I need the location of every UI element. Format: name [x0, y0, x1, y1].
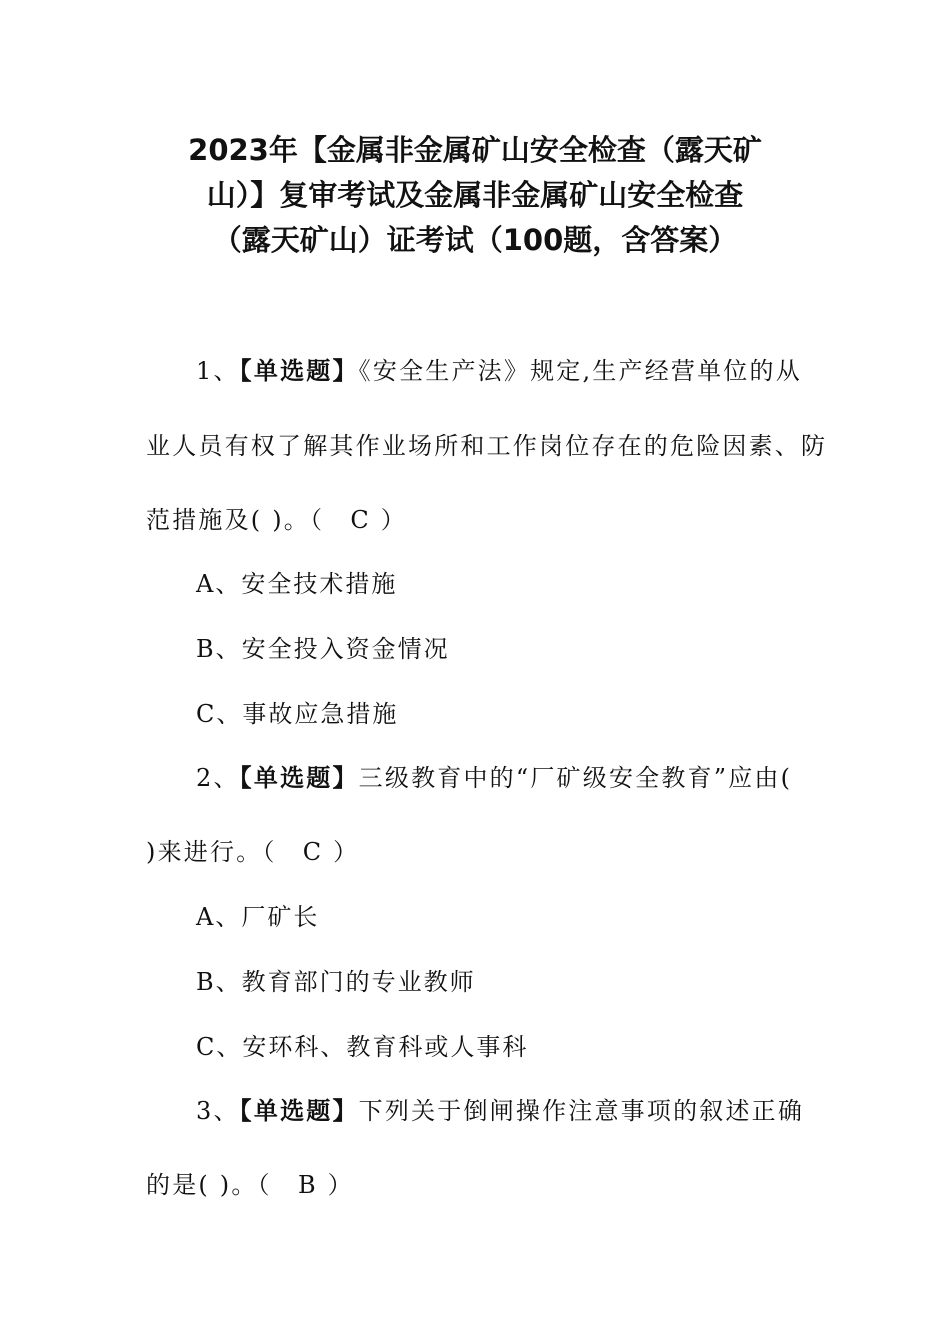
question-1-line-2: 业人员有权了解其作业场所和工作岗位存在的危险因素、防 [146, 432, 828, 460]
question-1-line-3: 范措施及( )。（ C ） [146, 506, 407, 534]
question-3-number: 3、 [196, 1097, 240, 1125]
question-1-option-b: B、安全投入资金情况 [196, 635, 450, 663]
question-2-line-2: )来进行。（ C ） [146, 838, 360, 866]
question-2-type: 【单选题】 [239, 763, 359, 792]
question-2-option-c: C、安环科、教育科或人事科 [196, 1033, 529, 1061]
question-1-text: 《安全生产法》规定,生产经营单位的从 [358, 357, 802, 385]
title-line-3: （露天矿山）证考试（100题，含答案） [212, 223, 738, 257]
question-3-line-1 [196, 1096, 804, 1126]
question-3-line-2: 的是( )。（ B ） [146, 1171, 354, 1199]
title-line-2: 山）】复审考试及金属非金属矿山安全检查 [206, 178, 744, 212]
question-2-option-b: B、教育部门的专业教师 [196, 968, 476, 996]
question-2-option-a: A、厂矿长 [196, 903, 320, 931]
question-1-type: 【单选题】 [239, 356, 359, 385]
title-line-1: 2023年【金属非金属矿山安全检查（露天矿 [188, 133, 762, 167]
question-1-option-c: C、事故应急措施 [196, 700, 399, 728]
question-2-number: 2、 [196, 764, 240, 792]
question-3-type: 【单选题】 [239, 1096, 359, 1125]
question-3-text: 下列关于倒闸操作注意事项的叙述正确 [358, 1097, 805, 1125]
question-2-line-1 [196, 763, 792, 793]
question-2-text: 三级教育中的“厂矿级安全教育”应由( [358, 764, 793, 792]
question-1-line-1 [196, 356, 802, 386]
question-1-option-a: A、安全技术措施 [196, 570, 398, 598]
document-title [140, 128, 810, 263]
question-1-number: 1、 [196, 357, 240, 385]
